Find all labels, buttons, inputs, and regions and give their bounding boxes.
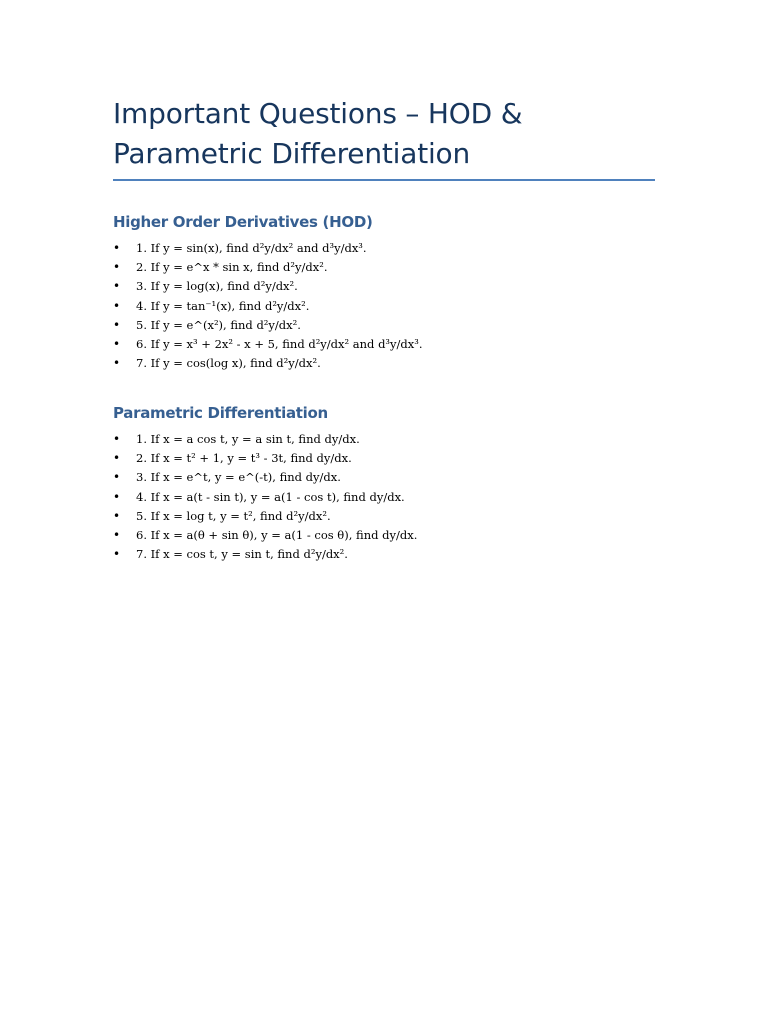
question-list-parametric	[113, 430, 673, 564]
bullet-icon: •	[113, 279, 121, 294]
list-item	[113, 507, 673, 526]
list-item	[113, 488, 673, 507]
question-text: 6. If y = x³ + 2x² - x + 5, find d²y/dx² and d³y/dx³.	[136, 337, 423, 352]
bullet-icon: •	[113, 508, 121, 523]
section-heading-hod: Higher Order Derivatives (HOD)	[113, 213, 373, 231]
bullet-icon: •	[113, 432, 121, 446]
title-divider	[113, 179, 655, 181]
list-item	[113, 430, 673, 449]
list-item	[113, 297, 673, 316]
question-text: 6. If x = a(θ + sin θ), y = a(1 - cos θ), find dy/dx.	[136, 528, 418, 543]
list-item	[113, 316, 673, 335]
list-item	[113, 545, 673, 564]
bullet-icon: •	[113, 356, 121, 371]
list-item	[113, 449, 673, 468]
list-item	[113, 277, 673, 296]
question-text: 5. If y = e^(x²), find d²y/dx².	[136, 317, 301, 332]
list-item	[113, 335, 673, 354]
bullet-icon: •	[113, 470, 121, 485]
bullet-icon: •	[113, 241, 121, 255]
list-item	[113, 526, 673, 545]
question-text: 2. If y = e^x * sin x, find d²y/dx².	[136, 260, 328, 275]
question-text: 1. If y = sin(x), find d²y/dx² and d³y/dx³.	[136, 241, 367, 255]
bullet-icon: •	[113, 528, 121, 543]
question-text: 7. If x = cos t, y = sin t, find d²y/dx².	[136, 547, 348, 562]
bullet-icon: •	[113, 298, 121, 313]
question-text: 3. If x = e^t, y = e^(-t), find dy/dx.	[136, 470, 341, 485]
bullet-icon: •	[113, 489, 121, 504]
bullet-icon: •	[113, 317, 121, 332]
question-text: 3. If y = log(x), find d²y/dx².	[136, 279, 298, 294]
section-heading-parametric: Parametric Differentiation	[113, 404, 328, 422]
list-item	[113, 258, 673, 277]
question-text: 1. If x = a cos t, y = a sin t, find dy/dx.	[136, 432, 360, 446]
question-text: 4. If y = tan⁻¹(x), find d²y/dx².	[136, 298, 310, 313]
bullet-icon: •	[113, 260, 121, 275]
question-text: 4. If x = a(t - sin t), y = a(1 - cos t), find dy/dx.	[136, 489, 405, 504]
section-parametric	[113, 402, 673, 564]
question-list-hod	[113, 239, 673, 373]
section-hod	[113, 211, 673, 373]
list-item	[113, 354, 673, 373]
bullet-icon: •	[113, 337, 121, 352]
bullet-icon: •	[113, 547, 121, 562]
document-title: Important Questions – HOD & Parametric Differentiation	[113, 97, 523, 170]
bullet-icon: •	[113, 451, 121, 466]
list-item	[113, 239, 673, 258]
question-text: 5. If x = log t, y = t², find d²y/dx².	[136, 508, 331, 523]
question-text: 2. If x = t² + 1, y = t³ - 3t, find dy/dx.	[136, 451, 352, 466]
list-item	[113, 468, 673, 487]
question-text: 7. If y = cos(log x), find d²y/dx².	[136, 356, 321, 371]
